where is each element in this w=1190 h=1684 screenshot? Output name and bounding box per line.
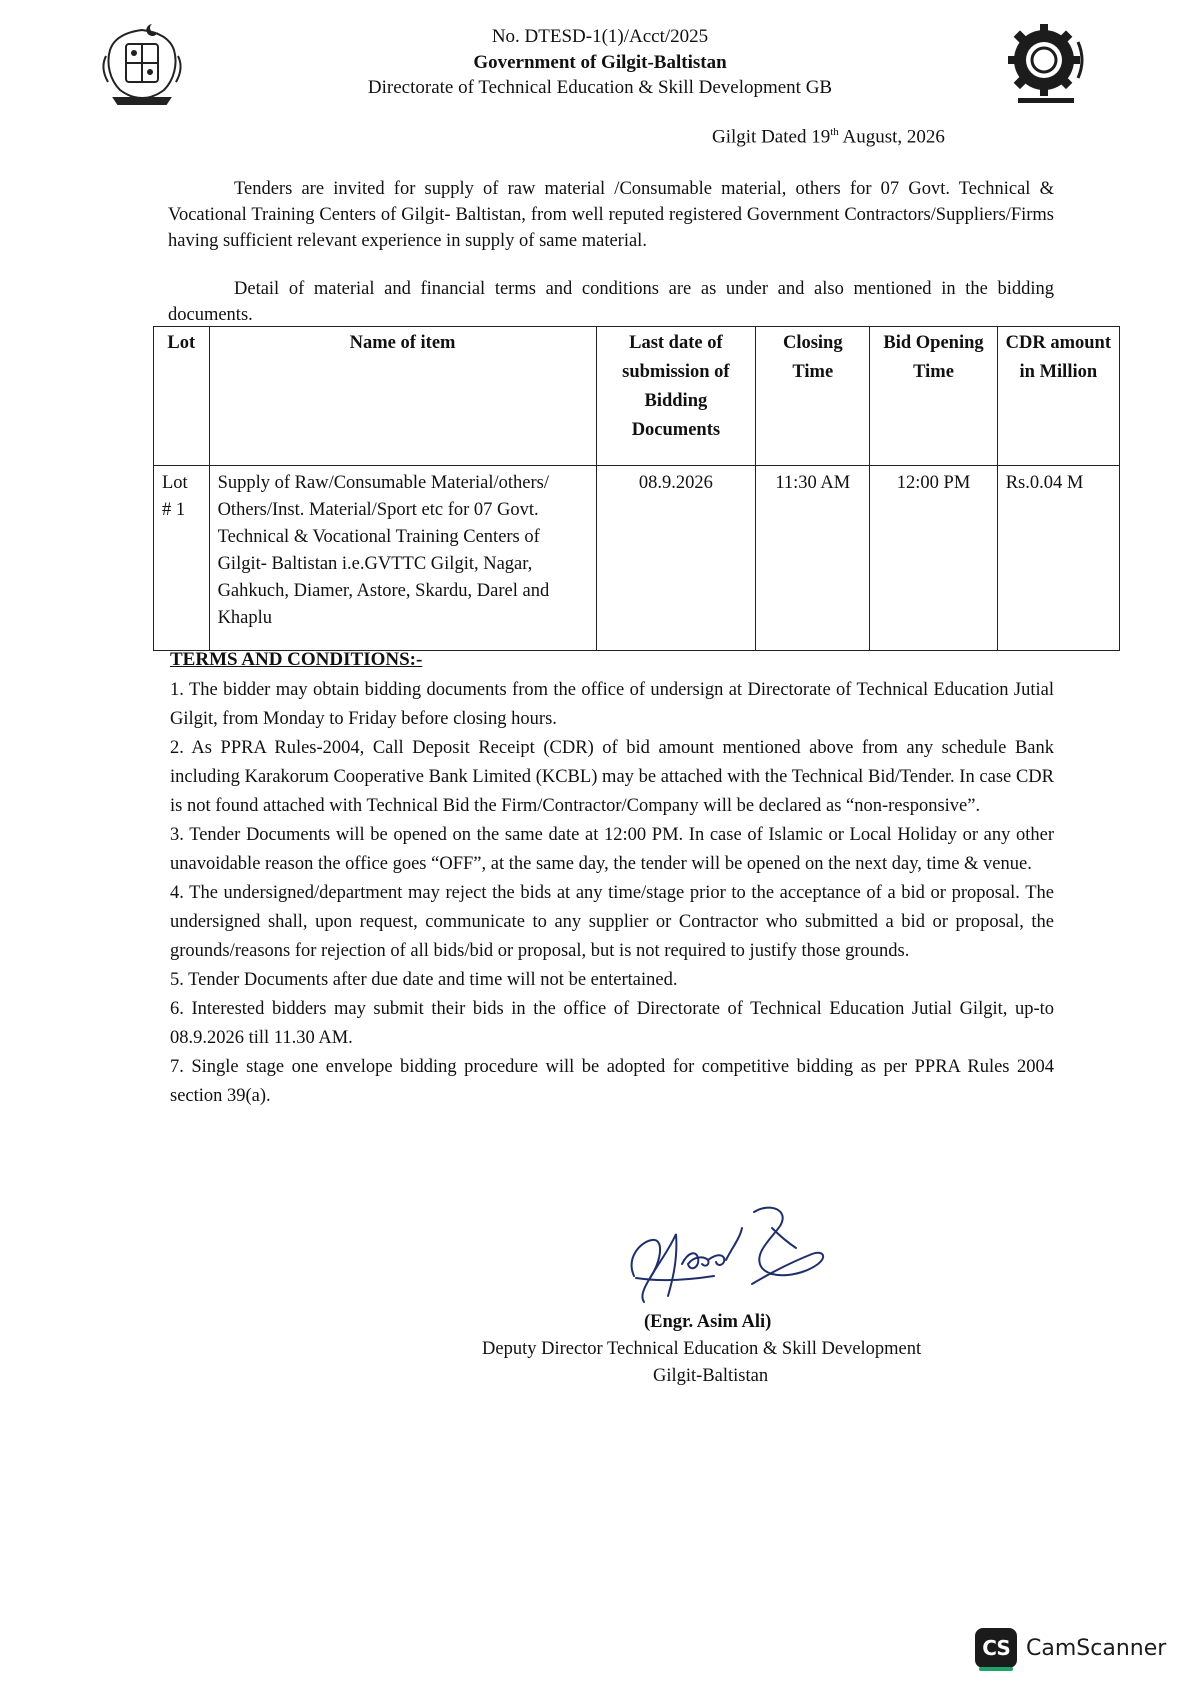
header-bid-opening-time: Bid Opening Time <box>870 327 997 466</box>
term-item: 4. The undersigned/department may reject the bids at any time/stage prior to the acceptance of a bid or proposal. The undersigned shall, upon request, communicate to any supplier or Contractor who submitted a bid or proposal, the grounds/reasons for rejection of all bids/bid or proposal, but is not required to justify those grounds. <box>170 883 1054 961</box>
directorate-name: Directorate of Technical Education & Skill Development GB <box>367 77 833 98</box>
cell-cdr-amount: Rs.0.04 M <box>997 466 1119 651</box>
term-item: 3. Tender Documents will be opened on the same date at 12:00 PM. In case of Islamic or Local Holiday or any other unavoidable reason the office goes “OFF”, at the same day, the tender will be opened on the next day, time & venue. <box>170 825 1054 874</box>
header-name-of-item: Name of item <box>209 327 596 466</box>
term-item: 1. The bidder may obtain bidding documents from the office of undersign at Directorate of Technical Education Jutial Gilgit, from Monday to Friday before closing hours. <box>170 680 1054 729</box>
signatory-name: (Engr. Asim Ali) <box>644 1312 772 1332</box>
term-item: 7. Single stage one envelope bidding procedure will be adopted for competitive bidding as per PPRA Rules 2004 section 39(a). <box>170 1057 1054 1106</box>
reference-number: No. DTESD-1(1)/Acct/2025 <box>491 26 709 47</box>
header-closing-time: Closing Time <box>756 327 870 466</box>
header-last-date: Last date of submission of Bidding Documents <box>596 327 756 466</box>
handwritten-signature <box>622 1198 842 1316</box>
camscanner-logo-icon: CS <box>975 1628 1017 1668</box>
cell-closing-time: 11:30 AM <box>756 466 870 651</box>
notice-date: Gilgit Dated 19th August, 2026 <box>712 126 945 148</box>
signatory-title: Deputy Director Technical Education & Skill Development <box>482 1339 922 1359</box>
cell-name-of-item: Supply of Raw/Consumable Material/others/ Others/Inst. Material/Sport etc for 07 Govt. Technical & Vocational Training Centers of Gilgit- Baltistan i.e.GVTTC Gilgit, Nagar, Gahkuch, Diamer, Astore, Skardu, Darel and Khaplu <box>209 466 596 651</box>
term-item: 6. Interested bidders may submit their bids in the office of Directorate of Technical Education Jutial Gilgit, up-to 08.9.2026 till 11.30 AM. <box>170 999 1054 1048</box>
term-item: 5. Tender Documents after due date and time will not be entertained. <box>170 970 678 990</box>
header-lot: Lot <box>154 327 210 466</box>
gear-emblem-icon <box>1000 22 1090 106</box>
cell-bid-opening-time: 12:00 PM <box>870 466 997 651</box>
cell-last-date: 08.9.2026 <box>596 466 756 651</box>
term-item: 2. As PPRA Rules-2004, Call Deposit Receipt (CDR) of bid amount mentioned above from any schedule Bank including Karakorum Cooperative Bank Limited (KCBL) may be attached with the Technical Bid/Tender. In case CDR is not found attached with Technical Bid the Firm/Contractor/Company will be declared as “non-responsive”. <box>170 738 1054 816</box>
camscanner-watermark <box>975 1626 1166 1670</box>
header-cdr-amount: CDR amount in Million <box>997 327 1119 466</box>
signatory-place: Gilgit-Baltistan <box>653 1366 769 1386</box>
details-paragraph: Detail of material and financial terms and conditions are as under and also mentioned in the bidding documents. <box>168 279 1054 325</box>
tender-table <box>153 326 1120 651</box>
terms-list <box>170 676 1054 1111</box>
table-header-row <box>154 327 1120 466</box>
government-emblem-icon <box>96 22 188 106</box>
table-row <box>154 466 1120 651</box>
camscanner-label: CamScanner <box>1026 1635 1167 1661</box>
terms-title: TERMS AND CONDITIONS:- <box>170 649 423 670</box>
government-name: Government of Gilgit-Baltistan <box>473 52 727 73</box>
intro-paragraph: Tenders are invited for supply of raw material /Consumable material, others for 07 Govt. Technical & Vocational Training Centers of Gilgit- Baltistan, from well reputed registered Government Contractors/Suppliers/Firms having sufficient relevant experience in supply of same material. <box>168 179 1054 251</box>
cell-lot: Lot # 1 <box>154 466 210 651</box>
